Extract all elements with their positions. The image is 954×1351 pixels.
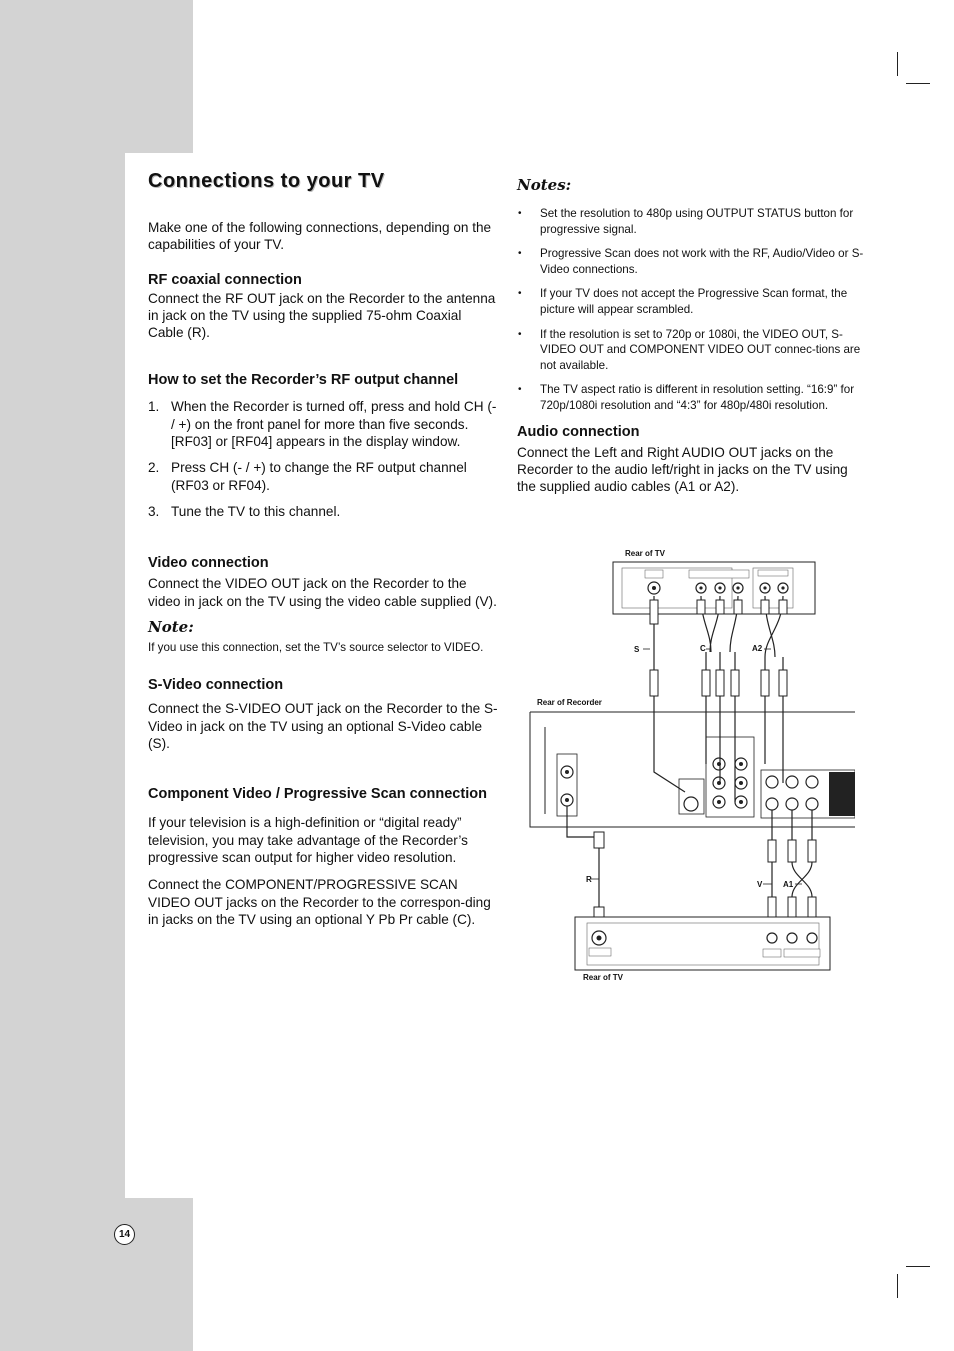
list-item: • Set the resolution to 480p using OUTPUT STATUS button for progressive signal. [517,206,867,237]
video-heading: Video connection [148,555,269,572]
margin-band-left [0,153,125,1198]
list-item: • The TV aspect ratio is different in resolution setting. “16:9” for 720p/1080i resolution and “4:3” for 480p/480i resolution. [517,382,867,413]
rf-channel-heading: How to set the Recorder’s RF output channel [148,372,459,389]
page-title: Connections to your TV [148,170,385,192]
list-item: • Progressive Scan does not work with the RF, Audio/Video or S-Video connections. [517,246,867,277]
label-c: C [700,644,706,653]
margin-band-top [0,0,193,153]
label-a2: A2 [752,644,763,653]
connection-diagram [525,542,855,987]
label-s: S [634,645,640,654]
crop-mark [897,52,898,76]
video-body: Connect the VIDEO OUT jack on the Recorder to the video in jack on the TV using the video cable supplied (V). [148,576,497,609]
rf-channel-steps [148,398,498,520]
rf-heading: RF coaxial connection [148,271,302,288]
rf-body: Connect the RF OUT jack on the Recorder to the antenna in jack on the TV using the supplied 75-ohm Coaxial Cable (R). [148,290,496,341]
svideo-body: Connect the S-VIDEO OUT jack on the Recorder to the S-Video in jack on the TV using an optional S-Video cable (S). [148,701,498,752]
label-rear-of-recorder: Rear of Recorder [537,698,602,707]
audio-heading: Audio connection [517,423,640,440]
notes-list [517,206,867,414]
list-item: • If the resolution is set to 720p or 1080i, the VIDEO OUT, S-VIDEO OUT and COMPONENT VIDEO OUT connec-tions are not available. [517,327,867,374]
label-a1: A1 [783,880,794,889]
video-note: If you use this connection, set the TV’s source selector to VIDEO. [148,640,484,654]
component-heading: Component Video / Progressive Scan connection [148,786,487,803]
video-note-heading: Note: [148,617,194,636]
right-column [517,170,867,495]
crop-mark [897,1274,898,1298]
list-item: 3. Tune the TV to this channel. [148,503,341,519]
label-rear-of-tv-bottom: Rear of TV [583,973,624,982]
intro-text: Make one of the following connections, depending on the capabilities of your TV. [148,220,492,253]
audio-body: Connect the Left and Right AUDIO OUT jacks on the Recorder to the audio left/right in jacks on the TV using the supplied audio cables (A1 or A2). [517,444,848,495]
component-body-2: Connect the COMPONENT/PROGRESSIVE SCAN VIDEO OUT jacks on the Recorder to the correspon-ding in jacks on the TV using an optional Y Pb Pr cable (C). [148,877,491,927]
notes-heading: Notes: [517,176,572,194]
crop-mark [906,83,930,84]
margin-band-bottom [0,1198,193,1351]
component-body-1: If your television is a high-definition or “digital ready” television, you may take advantage of the Recorder’s progressive scan output for higher video resolution. [148,815,468,865]
svideo-heading: S-Video connection [148,677,284,694]
label-v: V [757,880,763,889]
list-item: 2. Press CH (- / +) to change the RF output channel (RF03 or RF04). [148,460,467,493]
label-rear-of-tv-top: Rear of TV [625,549,666,558]
crop-mark [906,1266,930,1267]
page-number: 14 [114,1224,135,1245]
list-item: 1. When the Recorder is turned off, press and hold CH (- / +) on the front panel for more than five seconds. [RF03] or [RF04] appears in the display window. [148,399,497,450]
label-r: R [586,875,592,884]
left-column [148,170,498,928]
list-item: • If your TV does not accept the Progressive Scan format, the picture will appear scrambled. [517,286,867,317]
